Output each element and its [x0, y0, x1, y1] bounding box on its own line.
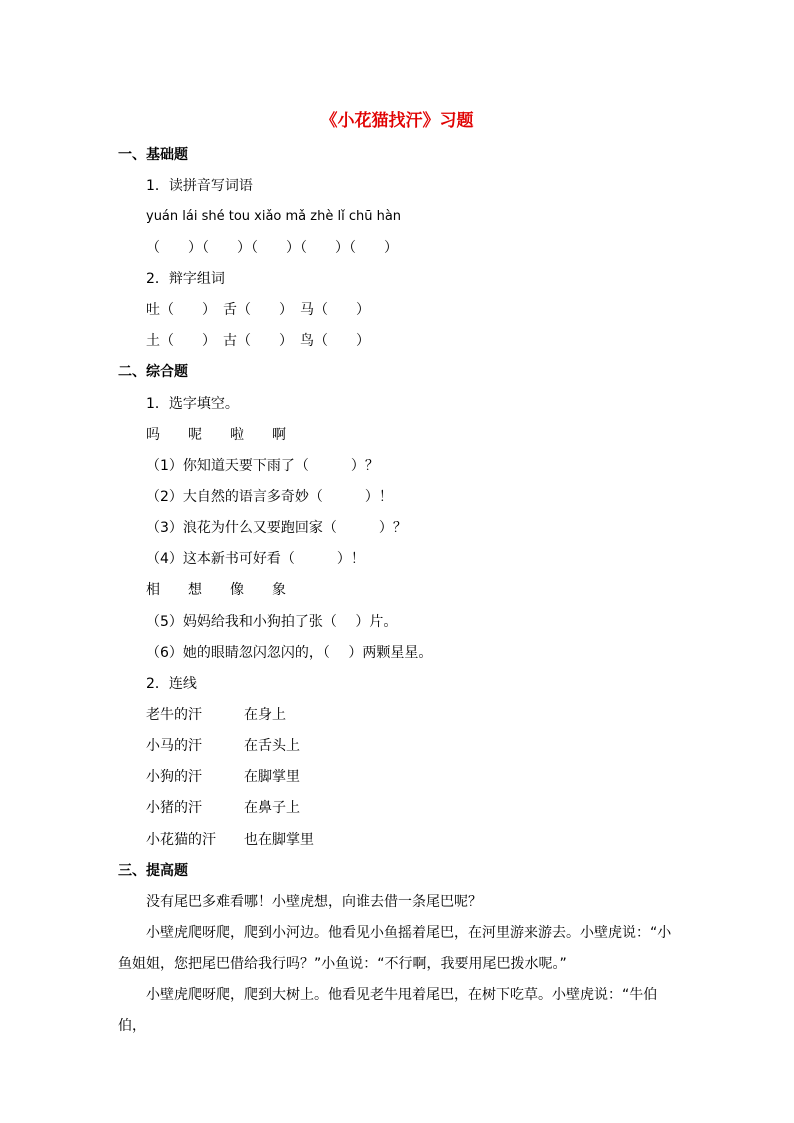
question-2-2: 2．连线 — [146, 676, 197, 692]
match-left: 小狗的汗 — [146, 769, 202, 785]
fill-item-1: （1）你知道天要下雨了（ ）？ — [146, 458, 379, 474]
match-right: 在舌头上 — [244, 738, 300, 754]
fill-item-3: （3）浪花为什么又要跑回家（ ）？ — [146, 520, 407, 536]
section-3-heading: 三、提高题 — [118, 863, 188, 879]
page-title: 《小花猫找汗》习题 — [320, 111, 474, 131]
fill-item-5: （5）妈妈给我和小狗拍了张（ ）片。 — [146, 614, 398, 630]
word-choices-1: 吗 呢 啦 啊 — [146, 427, 286, 443]
section-2-heading: 二、综合题 — [118, 364, 188, 380]
fill-item-2: （2）大自然的语言多奇妙（ ）！ — [146, 489, 393, 505]
passage-paragraph-2: 小壁虎爬呀爬，爬到小河边。他看见小鱼摇着尾巴，在河里游来游去。小壁虎说：“小鱼姐姐，您把尾巴借给我行吗？”小鱼说：“不行啊，我要用尾巴拨水呢。” — [118, 925, 672, 972]
fill-item-4: （4）这本新书可好看（ ）！ — [146, 551, 365, 567]
fill-item-6: （6）她的眼睛忽闪忽闪的，（ ）两颗星星。 — [146, 645, 433, 661]
section-1-heading: 一、基础题 — [118, 147, 188, 163]
passage-paragraph-1: 没有尾巴多难看哪！小壁虎想，向谁去借一条尾巴呢？ — [146, 894, 482, 910]
match-right: 在鼻子上 — [244, 800, 300, 816]
question-1-2: 2．辩字组词 — [146, 271, 225, 287]
word-choices-2: 相 想 像 象 — [146, 582, 286, 598]
word-group-row-2: 土（ ） 古（ ） 鸟（ ） — [146, 333, 370, 349]
match-row — [146, 736, 300, 756]
match-right: 在脚掌里 — [244, 769, 300, 785]
match-left: 老牛的汗 — [146, 707, 202, 723]
answer-brackets-row: （ ）（ ）（ ）（ ）（ ） — [146, 240, 398, 256]
match-left: 小马的汗 — [146, 738, 202, 754]
match-right: 在身上 — [244, 707, 286, 723]
question-1-1: 1．读拼音写词语 — [146, 178, 253, 194]
question-2-1: 1．选字填空。 — [146, 396, 239, 412]
word-group-row-1: 吐（ ） 舌（ ） 马（ ） — [146, 302, 370, 318]
match-left: 小猪的汗 — [146, 800, 202, 816]
match-row — [146, 705, 286, 725]
match-left: 小花猫的汗 — [146, 832, 216, 848]
match-row — [146, 830, 314, 850]
passage-paragraph-3: 小壁虎爬呀爬，爬到大树上。他看见老牛甩着尾巴，在树下吃草。小壁虎说：“牛伯伯， — [118, 987, 658, 1034]
match-row — [146, 767, 300, 787]
match-row — [146, 798, 300, 818]
pinyin-row: yuán lái shé tou xiǎo mǎ zhè lǐ chū hàn — [146, 209, 402, 224]
match-right: 也在脚掌里 — [244, 832, 314, 848]
